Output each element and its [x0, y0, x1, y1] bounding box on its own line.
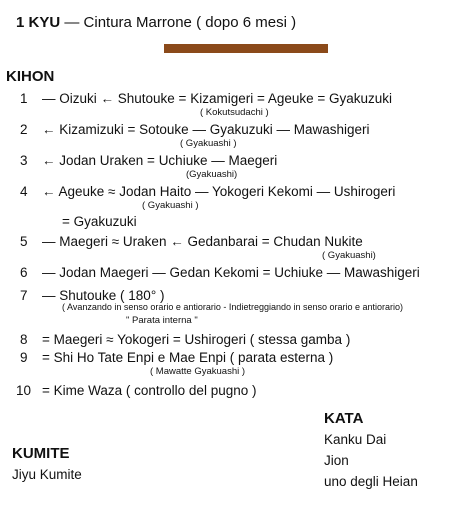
item-note: ( Gyakuashi ) — [142, 200, 199, 211]
kumite-heading: KUMITE — [12, 445, 70, 462]
item-text: ← Jodan Uraken = Uchiuke — Maegeri — [42, 153, 278, 168]
kihon-item-9 — [20, 350, 333, 365]
rank-label: 1 KYU — [16, 14, 61, 31]
item-text: = Shi Ho Tate Enpi e Mae Enpi ( parata esterna ) — [42, 350, 334, 365]
item-text: — Maegeri ≈ Uraken ← Gedanbarai = Chudan Nukite — [42, 234, 363, 249]
item-number: 2 — [20, 122, 28, 137]
kihon-item-7 — [20, 288, 164, 303]
kata-item: Jion — [324, 453, 349, 468]
kihon-item-10 — [16, 383, 256, 398]
item-number: 10 — [16, 383, 32, 398]
item-note: ( Avanzando in senso orario e antiorario - Indietreggiando in senso orario e antiorario) — [62, 302, 404, 312]
rank-subtitle: — Cintura Marrone ( dopo 6 mesi ) — [64, 14, 297, 31]
item-note: ( Kokutsudachi ) — [200, 107, 269, 118]
kihon-item-4 — [20, 184, 395, 199]
item-text: — Shutouke ( 180° ) — [42, 288, 165, 303]
item-number: 6 — [20, 265, 28, 280]
kihon-item-8 — [20, 332, 350, 347]
kumite-item: Jiyu Kumite — [12, 467, 82, 482]
kata-item: Kanku Dai — [324, 432, 387, 447]
item-text: ← Ageuke ≈ Jodan Haito — Yokogeri Kekomi — Ushirogeri — [42, 184, 396, 199]
kata-item: uno degli Heian — [324, 474, 418, 489]
item-note: ( Gyakuashi ) — [180, 138, 237, 149]
item-number: 8 — [20, 332, 28, 347]
item-number: 7 — [20, 288, 28, 303]
kihon-item-6 — [20, 265, 420, 280]
item-number: 4 — [20, 184, 28, 199]
item-number: 9 — [20, 350, 28, 365]
item-note-secondary: " Parata interna " — [126, 315, 198, 326]
kihon-item-1 — [20, 91, 392, 106]
item-number: 3 — [20, 153, 28, 168]
item-text: = Maegeri ≈ Yokogeri = Ushirogeri ( stessa gamba ) — [42, 332, 351, 347]
item-text: = Kime Waza ( controllo del pugno ) — [42, 383, 257, 398]
kihon-item-5 — [20, 234, 363, 249]
kihon-item-2 — [20, 122, 370, 137]
kihon-item-3 — [20, 153, 277, 168]
item-text: ← Kizamizuki = Sotouke — Gyakuzuki — Mawashigeri — [42, 122, 370, 137]
belt-color-bar — [164, 44, 328, 53]
item-number: 1 — [20, 91, 28, 106]
kata-heading: KATA — [324, 410, 364, 427]
item-number: 5 — [20, 234, 28, 249]
page-title — [16, 14, 296, 31]
item-continuation: = Gyakuzuki — [62, 214, 137, 229]
item-note: (Gyakuashi) — [186, 169, 238, 180]
kihon-heading: KIHON — [6, 68, 55, 85]
item-text: — Jodan Maegeri — Gedan Kekomi = Uchiuke — Mawashigeri — [42, 265, 420, 280]
item-note: ( Mawatte Gyakuashi ) — [150, 366, 246, 377]
item-text: — Oizuki ← Shutouke = Kizamigeri = Ageuke = Gyakuzuki — [42, 91, 393, 106]
item-note: ( Gyakuashi) — [322, 250, 376, 261]
